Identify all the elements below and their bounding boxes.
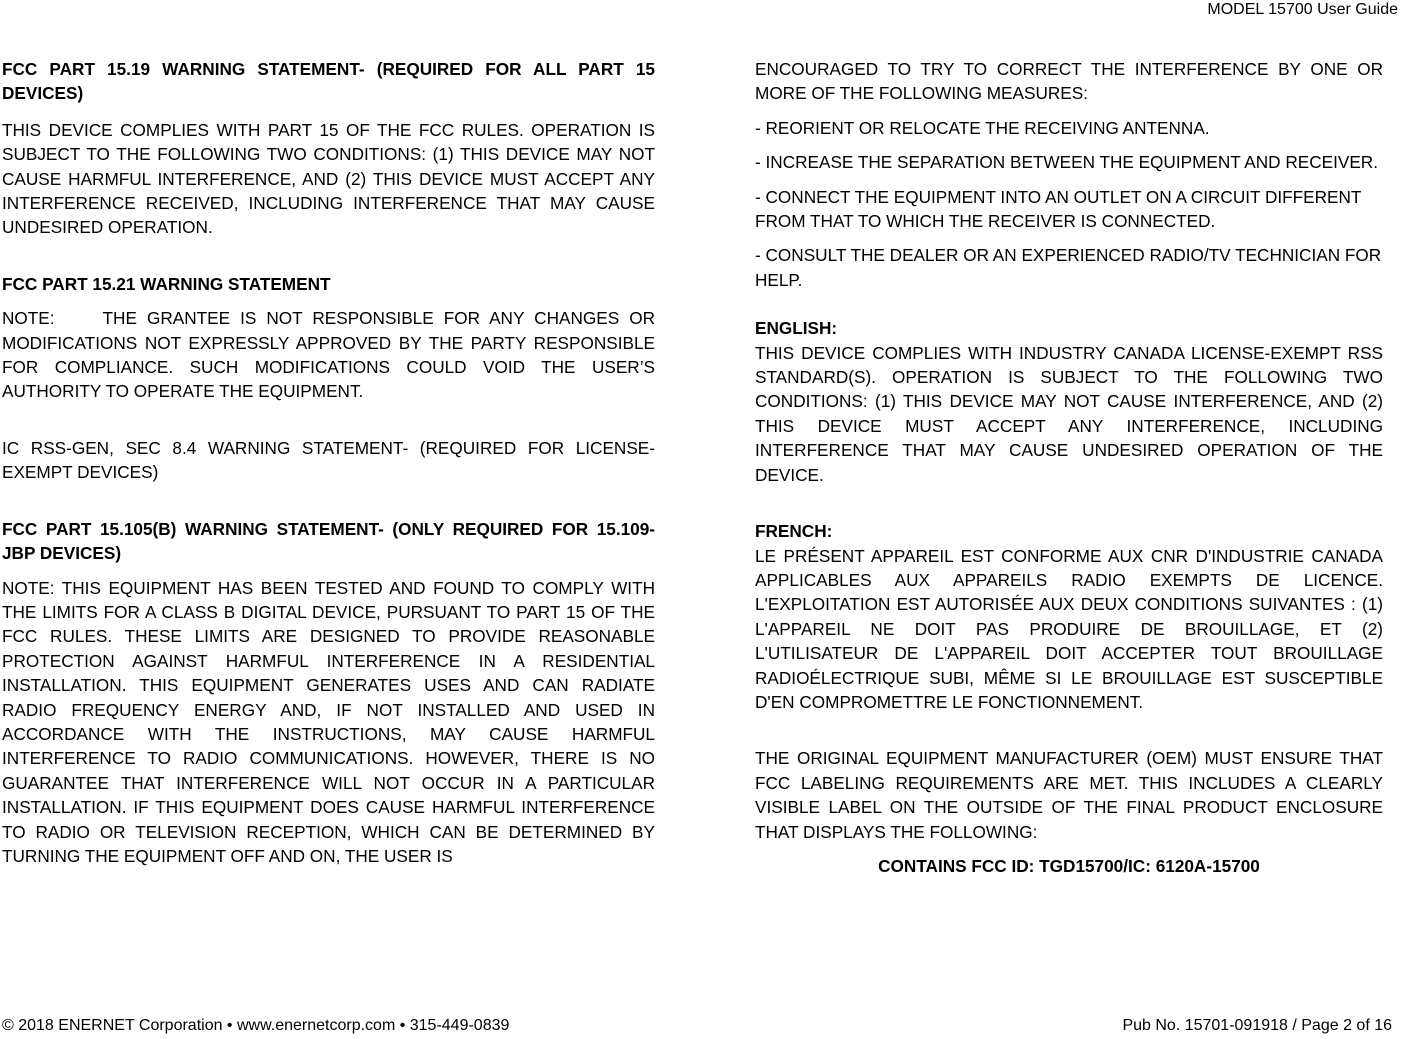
right-column xyxy=(755,57,1383,888)
heading-fcc-15-105: FCC PART 15.105(B) WARNING STATEMENT- (ONLY REQUIRED FOR 15.109-JBP DEVICES) xyxy=(2,518,655,564)
measure-reorient: - REORIENT OR RELOCATE THE RECEIVING ANTENNA. xyxy=(755,117,1210,138)
paragraph-oem: THE ORIGINAL EQUIPMENT MANUFACTURER (OEM) MUST ENSURE THAT FCC LABELING REQUIREMENTS ARE MET. THIS INCLUDES A CLEARLY VISIBLE LABEL ON THE OUTSIDE OF THE FINAL PRODUCT ENCLOSURE THAT DISPLAYS THE FOLLOWING: xyxy=(755,748,1383,842)
heading-english: ENGLISH: xyxy=(755,318,838,339)
paragraph-fcc-15-19: THIS DEVICE COMPLIES WITH PART 15 OF THE FCC RULES. OPERATION IS SUBJECT TO THE FOLLOWING TWO CONDITIONS: (1) THIS DEVICE MAY NOT CAUSE HARMFUL INTERFERENCE, AND (2) THIS DEVICE MUST ACCEPT ANY INTERFERENCE RECEIVED, INCLUDING INTERFERENCE THAT MAY CAUSE UNDESIRED OPERATION. xyxy=(2,119,655,238)
footer-page-number: Pub No. 15701-091918 / Page 2 of 16 xyxy=(1122,1017,1392,1034)
heading-french: FRENCH: xyxy=(755,521,833,542)
paragraph-fcc-15-105: NOTE: THIS EQUIPMENT HAS BEEN TESTED AND FOUND TO COMPLY WITH THE LIMITS FOR A CLASS B DIGITAL DEVICE, PURSUANT TO PART 15 OF THE FCC RULES. THESE LIMITS ARE DESIGNED TO PROVIDE REASONABLE PROTECTION AGAINST HARMFUL INTERFERENCE IN A RESIDENTIAL INSTALLATION. THIS EQUIPMENT GENERATES USES AND CAN RADIATE RADIO FREQUENCY ENERGY AND, IF NOT INSTALLED AND USED IN ACCORDANCE WITH THE INSTRUCTIONS, MAY CAUSE HARMFUL INTERFERENCE TO RADIO COMMUNICATIONS. HOWEVER, THERE IS NO GUARANTEE THAT INTERFERENCE WILL NOT OCCUR IN A PARTICULAR INSTALLATION. IF THIS EQUIPMENT DOES CAUSE HARMFUL INTERFERENCE TO RADIO OR TELEVISION RECEPTION, WHICH CAN BE DETERMINED BY TURNING THE EQUIPMENT OFF AND ON, THE USER IS xyxy=(2,577,655,866)
measure-increase-separation: - INCREASE THE SEPARATION BETWEEN THE EQUIPMENT AND RECEIVER. xyxy=(755,152,1378,173)
fcc-id-label: CONTAINS FCC ID: TGD15700/IC: 6120A-15700 xyxy=(878,855,1260,876)
measure-connect-outlet: - CONNECT THE EQUIPMENT INTO AN OUTLET ON A CIRCUIT DIFFERENT FROM THAT TO WHICH THE RECEIVER IS CONNECTED. xyxy=(755,186,1362,232)
page-header: MODEL 15700 User Guide xyxy=(1207,1,1398,18)
measure-consult-dealer: - CONSULT THE DEALER OR AN EXPERIENCED RADIO/TV TECHNICIAN FOR HELP. xyxy=(755,245,1382,290)
paragraph-french: LE PRÉSENT APPAREIL EST CONFORME AUX CNR D'INDUSTRIE CANADA APPLICABLES AUX APPAREILS RADIO EXEMPTS DE LICENCE. L'EXPLOITATION EST AUTORISÉE AUX DEUX CONDITIONS SUIVANTES : (1) L'APPAREIL NE DOIT PAS PRODUIRE DE BROUILLAGE, ET (2) L'UTILISATEUR DE L'APPAREIL DOIT ACCEPTER TOUT BROUILLAGE RADIOÉLECTRIQUE SUBI, MÊME SI LE BROUILLAGE EST SUSCEPTIBLE D'EN COMPROMETTRE LE FONCTIONNEMENT. xyxy=(755,545,1383,712)
left-column xyxy=(2,57,655,878)
footer-copyright: © 2018 ENERNET Corporation • www.enernetcorp.com • 315-449-0839 xyxy=(2,1017,510,1034)
heading-fcc-15-19: FCC PART 15.19 WARNING STATEMENT- (REQUIRED FOR ALL PART 15 DEVICES) xyxy=(2,59,655,104)
heading-fcc-15-21: FCC PART 15.21 WARNING STATEMENT xyxy=(2,273,331,294)
paragraph-fcc-15-21 xyxy=(2,306,655,404)
paragraph-english: THIS DEVICE COMPLIES WITH INDUSTRY CANADA LICENSE-EXEMPT RSS STANDARD(S). OPERATION IS SUBJECT TO THE FOLLOWING TWO CONDITIONS: (1) THIS DEVICE MAY NOT CAUSE INTERFERENCE, AND (2) THIS DEVICE MUST ACCEPT ANY INTERFERENCE, INCLUDING INTERFERENCE THAT MAY CAUSE UNDESIRED OPERATION OF THE DEVICE. xyxy=(755,342,1383,485)
paragraph-ic-rss-gen: IC RSS-GEN, SEC 8.4 WARNING STATEMENT- (REQUIRED FOR LICENSE-EXEMPT DEVICES) xyxy=(2,437,655,483)
paragraph-measures-intro: ENCOURAGED TO TRY TO CORRECT THE INTERFERENCE BY ONE OR MORE OF THE FOLLOWING MEASURES: xyxy=(755,59,1383,104)
note-label: NOTE: xyxy=(2,308,55,329)
note-text: THE GRANTEE IS NOT RESPONSIBLE FOR ANY CHANGES OR MODIFICATIONS NOT EXPRESSLY APPROVED BY THE PARTY RESPONSIBLE FOR COMPLIANCE. SUCH MODIFICATIONS COULD VOID THE USER’S AUTHORITY TO OPERATE THE EQUIPMENT. xyxy=(2,308,655,402)
